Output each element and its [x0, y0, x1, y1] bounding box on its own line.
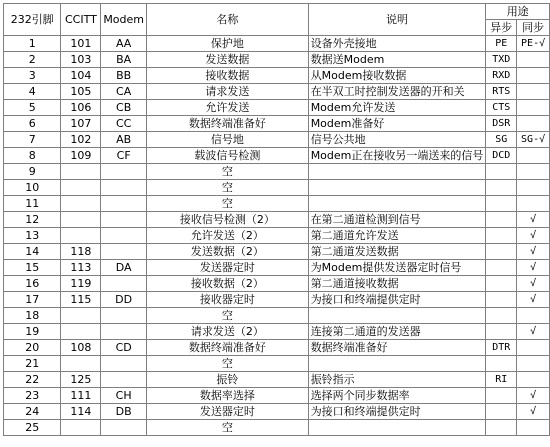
cell-sync: √ — [517, 276, 550, 292]
cell-sync — [517, 420, 550, 436]
cell-sync: √ — [517, 228, 550, 244]
cell-modem: CF — [101, 148, 147, 164]
cell-ccitt: 108 — [61, 340, 101, 356]
cell-sync: √ — [517, 324, 550, 340]
cell-sync — [517, 68, 550, 84]
cell-description — [308, 164, 486, 180]
cell-modem — [101, 324, 147, 340]
cell-name: 空 — [147, 164, 309, 180]
table-row — [4, 196, 550, 212]
cell-description: 设备外壳接地 — [308, 36, 486, 52]
cell-pin: 4 — [4, 84, 61, 100]
cell-name: 允许发送（2） — [147, 228, 309, 244]
cell-async: SG — [486, 132, 517, 148]
cell-sync — [517, 84, 550, 100]
cell-name: 空 — [147, 356, 309, 372]
cell-name: 数据终端准备好 — [147, 340, 309, 356]
cell-sync — [517, 372, 550, 388]
cell-name: 接收数据（2） — [147, 276, 309, 292]
table-row — [4, 260, 550, 276]
cell-description: Modem正在接收另一端送来的信号 — [308, 148, 486, 164]
cell-sync — [517, 180, 550, 196]
cell-sync: PE-√ — [517, 36, 550, 52]
cell-description: 数据送Modem — [308, 52, 486, 68]
header-sync: 同步 — [517, 20, 550, 36]
cell-modem: CA — [101, 84, 147, 100]
cell-modem: DB — [101, 404, 147, 420]
cell-modem — [101, 228, 147, 244]
cell-description: Modem准备好 — [308, 116, 486, 132]
cell-pin: 13 — [4, 228, 61, 244]
table-row — [4, 132, 550, 148]
cell-ccitt: 125 — [61, 372, 101, 388]
cell-modem: AB — [101, 132, 147, 148]
table-row — [4, 84, 550, 100]
cell-sync — [517, 52, 550, 68]
cell-name: 发送数据（2） — [147, 244, 309, 260]
cell-description: Modem允许发送 — [308, 100, 486, 116]
table-row — [4, 340, 550, 356]
table-row — [4, 372, 550, 388]
table-row — [4, 308, 550, 324]
cell-sync: √ — [517, 212, 550, 228]
cell-ccitt: 111 — [61, 388, 101, 404]
cell-async — [486, 388, 517, 404]
cell-name: 空 — [147, 308, 309, 324]
cell-ccitt — [61, 308, 101, 324]
cell-modem: BA — [101, 52, 147, 68]
header-use: 用途 — [486, 4, 550, 20]
cell-ccitt — [61, 356, 101, 372]
cell-sync — [517, 356, 550, 372]
cell-pin: 14 — [4, 244, 61, 260]
cell-name: 发送数据 — [147, 52, 309, 68]
cell-modem — [101, 196, 147, 212]
cell-ccitt: 118 — [61, 244, 101, 260]
cell-ccitt: 101 — [61, 36, 101, 52]
cell-sync: SG-√ — [517, 132, 550, 148]
cell-modem — [101, 244, 147, 260]
cell-ccitt — [61, 324, 101, 340]
cell-async: DCD — [486, 148, 517, 164]
cell-ccitt: 109 — [61, 148, 101, 164]
cell-pin: 6 — [4, 116, 61, 132]
table-row — [4, 420, 550, 436]
cell-async — [486, 308, 517, 324]
cell-sync — [517, 308, 550, 324]
cell-modem: BB — [101, 68, 147, 84]
cell-modem — [101, 372, 147, 388]
cell-ccitt: 104 — [61, 68, 101, 84]
cell-modem: CH — [101, 388, 147, 404]
cell-modem — [101, 308, 147, 324]
cell-modem — [101, 180, 147, 196]
cell-description: 为接口和终端提供定时 — [308, 404, 486, 420]
table-body — [4, 36, 550, 436]
cell-ccitt: 102 — [61, 132, 101, 148]
table-row — [4, 276, 550, 292]
header-pin: 232引脚 — [4, 4, 61, 36]
table-row — [4, 164, 550, 180]
cell-name: 发送器定时 — [147, 260, 309, 276]
cell-name: 接收信号检测（2） — [147, 212, 309, 228]
rs232-table-wrapper — [3, 3, 550, 436]
cell-name: 接收器定时 — [147, 292, 309, 308]
cell-description — [308, 308, 486, 324]
table-row — [4, 356, 550, 372]
cell-modem — [101, 356, 147, 372]
table-header — [4, 4, 550, 36]
cell-modem: CB — [101, 100, 147, 116]
cell-description — [308, 356, 486, 372]
table-row — [4, 212, 550, 228]
cell-sync: √ — [517, 260, 550, 276]
cell-async — [486, 324, 517, 340]
cell-pin: 11 — [4, 196, 61, 212]
cell-ccitt — [61, 164, 101, 180]
cell-pin: 12 — [4, 212, 61, 228]
cell-pin: 23 — [4, 388, 61, 404]
cell-async — [486, 260, 517, 276]
cell-async — [486, 292, 517, 308]
cell-async: DTR — [486, 340, 517, 356]
cell-sync — [517, 164, 550, 180]
cell-name: 空 — [147, 196, 309, 212]
cell-pin: 25 — [4, 420, 61, 436]
cell-name: 信号地 — [147, 132, 309, 148]
cell-ccitt: 105 — [61, 84, 101, 100]
cell-description: 在半双工时控制发送器的开和关 — [308, 84, 486, 100]
table-row — [4, 100, 550, 116]
table-row — [4, 52, 550, 68]
cell-pin: 24 — [4, 404, 61, 420]
cell-pin: 8 — [4, 148, 61, 164]
cell-ccitt: 107 — [61, 116, 101, 132]
cell-async: RXD — [486, 68, 517, 84]
cell-pin: 5 — [4, 100, 61, 116]
cell-name: 接收数据 — [147, 68, 309, 84]
cell-ccitt: 113 — [61, 260, 101, 276]
cell-name: 数据率选择 — [147, 388, 309, 404]
cell-description: 第二通道接收数据 — [308, 276, 486, 292]
header-name: 名称 — [147, 4, 309, 36]
cell-name: 发送器定时 — [147, 404, 309, 420]
header-async: 异步 — [486, 20, 517, 36]
header-modem: Modem — [101, 4, 147, 36]
cell-async — [486, 212, 517, 228]
cell-async — [486, 164, 517, 180]
cell-ccitt — [61, 228, 101, 244]
header-description: 说明 — [308, 4, 486, 36]
cell-description: 第二通道发送数据 — [308, 244, 486, 260]
cell-sync — [517, 196, 550, 212]
table-row — [4, 148, 550, 164]
cell-name: 请求发送（2） — [147, 324, 309, 340]
cell-name: 数据终端准备好 — [147, 116, 309, 132]
cell-sync — [517, 340, 550, 356]
cell-name: 保护地 — [147, 36, 309, 52]
cell-async: RTS — [486, 84, 517, 100]
cell-description — [308, 420, 486, 436]
cell-pin: 7 — [4, 132, 61, 148]
cell-description: 第二通道允许发送 — [308, 228, 486, 244]
cell-ccitt: 106 — [61, 100, 101, 116]
cell-sync — [517, 116, 550, 132]
cell-pin: 21 — [4, 356, 61, 372]
cell-sync: √ — [517, 404, 550, 420]
cell-name: 振铃 — [147, 372, 309, 388]
cell-modem: CC — [101, 116, 147, 132]
cell-pin: 16 — [4, 276, 61, 292]
cell-async: TXD — [486, 52, 517, 68]
cell-description — [308, 196, 486, 212]
cell-async: RI — [486, 372, 517, 388]
cell-sync — [517, 148, 550, 164]
cell-modem — [101, 276, 147, 292]
cell-name: 载波信号检测 — [147, 148, 309, 164]
cell-async: PE — [486, 36, 517, 52]
cell-description: 在第二通道检测到信号 — [308, 212, 486, 228]
cell-sync: √ — [517, 244, 550, 260]
cell-pin: 20 — [4, 340, 61, 356]
cell-async: CTS — [486, 100, 517, 116]
cell-description: 选择两个同步数据率 — [308, 388, 486, 404]
table-row — [4, 228, 550, 244]
cell-ccitt: 119 — [61, 276, 101, 292]
table-row — [4, 116, 550, 132]
cell-pin: 3 — [4, 68, 61, 84]
cell-ccitt — [61, 180, 101, 196]
cell-pin: 22 — [4, 372, 61, 388]
cell-description: 数据终端准备好 — [308, 340, 486, 356]
table-row — [4, 324, 550, 340]
cell-description: 振铃指示 — [308, 372, 486, 388]
cell-pin: 2 — [4, 52, 61, 68]
cell-async — [486, 356, 517, 372]
cell-modem — [101, 212, 147, 228]
cell-description: 信号公共地 — [308, 132, 486, 148]
cell-description: 从Modem接收数据 — [308, 68, 486, 84]
table-row — [4, 404, 550, 420]
cell-async — [486, 228, 517, 244]
cell-async — [486, 276, 517, 292]
cell-pin: 19 — [4, 324, 61, 340]
cell-ccitt: 115 — [61, 292, 101, 308]
cell-pin: 17 — [4, 292, 61, 308]
cell-ccitt — [61, 420, 101, 436]
table-row — [4, 292, 550, 308]
cell-modem: AA — [101, 36, 147, 52]
cell-description: 连接第二通道的发送器 — [308, 324, 486, 340]
cell-ccitt: 114 — [61, 404, 101, 420]
table-row — [4, 36, 550, 52]
cell-modem — [101, 420, 147, 436]
rs232-pin-table — [3, 3, 550, 436]
cell-ccitt: 103 — [61, 52, 101, 68]
cell-name: 允许发送 — [147, 100, 309, 116]
cell-sync: √ — [517, 292, 550, 308]
cell-description: 为Modem提供发送器定时信号 — [308, 260, 486, 276]
header-ccitt: CCITT — [61, 4, 101, 36]
table-row — [4, 68, 550, 84]
cell-name: 请求发送 — [147, 84, 309, 100]
cell-name: 空 — [147, 180, 309, 196]
cell-sync — [517, 100, 550, 116]
cell-async — [486, 196, 517, 212]
cell-modem — [101, 164, 147, 180]
cell-pin: 10 — [4, 180, 61, 196]
cell-ccitt — [61, 196, 101, 212]
cell-pin: 1 — [4, 36, 61, 52]
table-row — [4, 180, 550, 196]
cell-async — [486, 180, 517, 196]
table-row — [4, 244, 550, 260]
cell-sync: √ — [517, 388, 550, 404]
cell-pin: 9 — [4, 164, 61, 180]
cell-modem: DD — [101, 292, 147, 308]
cell-description — [308, 180, 486, 196]
cell-description: 为接口和终端提供定时 — [308, 292, 486, 308]
cell-pin: 18 — [4, 308, 61, 324]
cell-pin: 15 — [4, 260, 61, 276]
table-row — [4, 388, 550, 404]
cell-modem: CD — [101, 340, 147, 356]
cell-async — [486, 244, 517, 260]
cell-async — [486, 420, 517, 436]
cell-async — [486, 404, 517, 420]
cell-async: DSR — [486, 116, 517, 132]
cell-name: 空 — [147, 420, 309, 436]
cell-ccitt — [61, 212, 101, 228]
cell-modem: DA — [101, 260, 147, 276]
